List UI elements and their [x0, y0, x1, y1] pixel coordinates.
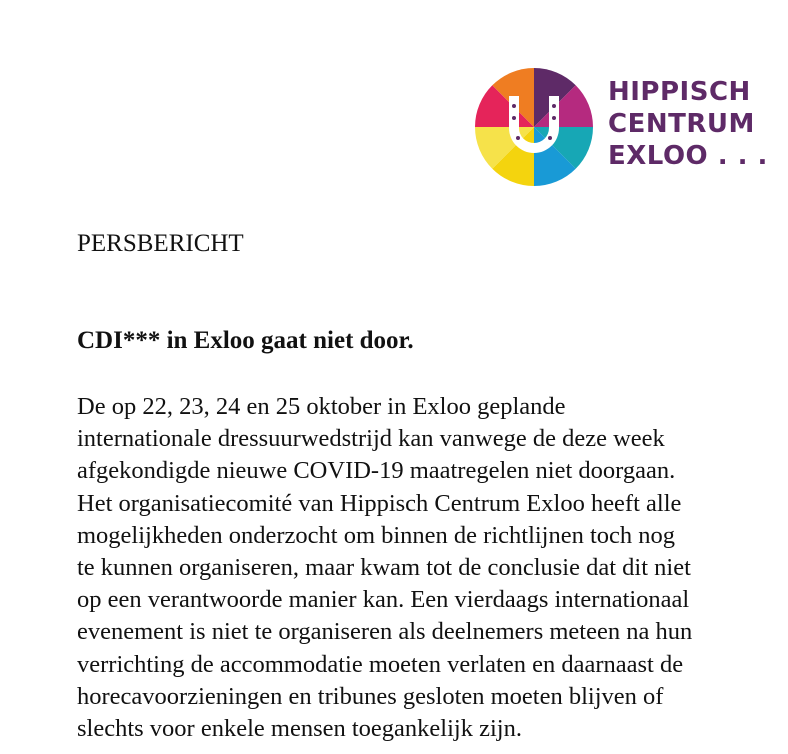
body-line: slechts voor enkele mensen toegankelijk zijn.: [77, 715, 522, 743]
body-line: afgekondigde nieuwe COVID-19 maatregelen niet doorgaan.: [77, 457, 676, 485]
logo-line-1: HIPPISCH: [608, 77, 751, 107]
hippisch-centrum-exloo-logo: [475, 68, 768, 188]
body-line: internationale dressuurwedstrijd kan vanwege de deze week: [77, 425, 665, 453]
body-line: verrichting de accommodatie moeten verlaten en daarnaast de: [77, 650, 684, 678]
body-paragraph: [77, 391, 777, 745]
body-line: horecavoorzieningen en tribunes gesloten moeten blijven of: [77, 682, 664, 710]
document-label: PERSBERICHT: [77, 230, 244, 257]
horseshoe-icon: [475, 68, 593, 186]
body-line: op een verantwoorde manier kan. Een vierdaags internationaal: [77, 586, 690, 614]
logo-line-3: EXLOO . . .: [608, 141, 768, 171]
body-line: te kunnen organiseren, maar kwam tot de conclusie dat dit niet: [77, 554, 691, 582]
body-line: De op 22, 23, 24 en 25 oktober in Exloo geplande: [77, 393, 566, 420]
headline: CDI*** in Exloo gaat niet door.: [77, 327, 414, 354]
logo-line-2: CENTRUM: [608, 109, 755, 139]
body-line: Het organisatiecomité van Hippisch Centrum Exloo heeft alle: [77, 489, 682, 517]
logo-wordmark: [608, 76, 768, 172]
body-line: evenement is niet te organiseren als deelnemers meteen na hun: [77, 618, 693, 646]
body-line: mogelijkheden onderzocht om binnen de richtlijnen toch nog: [77, 521, 676, 549]
